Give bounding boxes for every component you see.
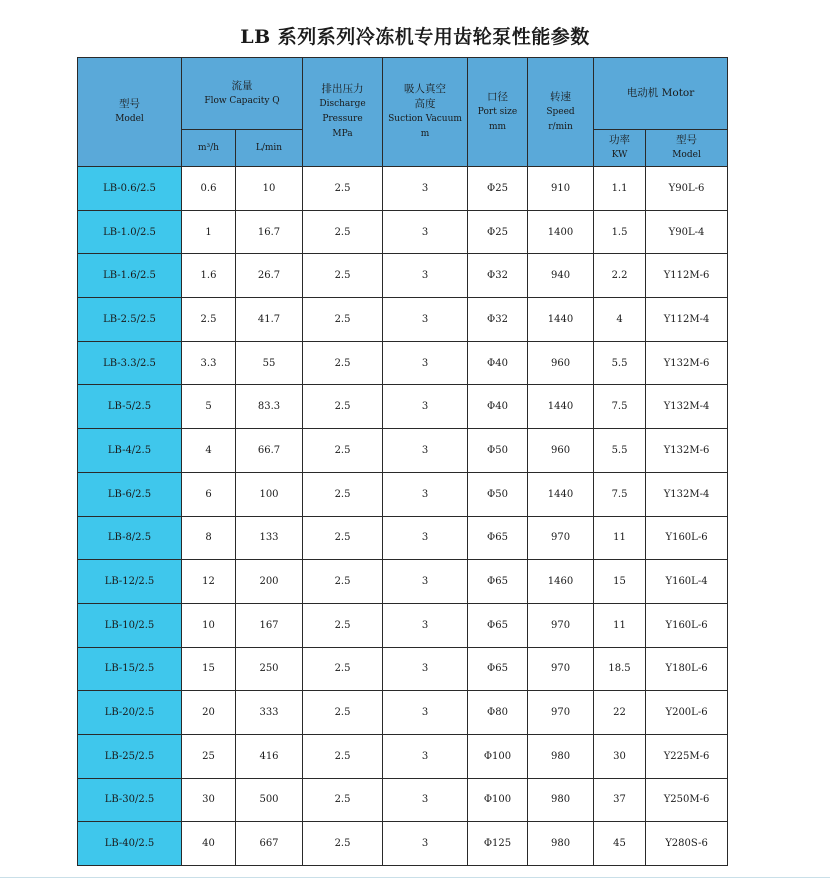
pressure-cell: 2.5 [303,647,383,691]
motor-power-cell: 2.2 [594,254,646,298]
flow-m3h-cell: 6 [182,472,236,516]
table-row [78,603,728,647]
model-cell: LB-15/2.5 [78,647,182,691]
pressure-cell: 2.5 [303,210,383,254]
table-row [78,647,728,691]
port-size-cell: Φ25 [468,210,528,254]
speed-cell: 970 [528,516,594,560]
motor-model-cell: Y90L-6 [646,167,728,211]
vacuum-cell: 3 [383,691,468,735]
port-size-cell: Φ65 [468,647,528,691]
model-cell: LB-40/2.5 [78,822,182,866]
speed-cell: 980 [528,822,594,866]
vacuum-cell: 3 [383,385,468,429]
port-size-cell: Φ65 [468,516,528,560]
vacuum-cell: 3 [383,254,468,298]
model-cell: LB-6/2.5 [78,472,182,516]
speed-cell: 970 [528,603,594,647]
flow-m3h-cell: 0.6 [182,167,236,211]
pressure-cell: 2.5 [303,429,383,473]
flow-m3h-cell: 5 [182,385,236,429]
port-size-cell: Φ125 [468,822,528,866]
flow-lmin-cell: 500 [236,778,303,822]
flow-m3h-cell: 10 [182,603,236,647]
motor-power-cell: 1.5 [594,210,646,254]
flow-m3h-cell: 12 [182,560,236,604]
flow-lmin-cell: 200 [236,560,303,604]
pressure-cell: 2.5 [303,472,383,516]
flow-lmin-cell: 41.7 [236,298,303,342]
table-row [78,822,728,866]
table-row [78,254,728,298]
pressure-cell: 2.5 [303,298,383,342]
table-body [78,167,728,866]
pressure-cell: 2.5 [303,254,383,298]
motor-model-cell: Y225M-6 [646,734,728,778]
flow-m3h-cell: 40 [182,822,236,866]
pressure-cell: 2.5 [303,167,383,211]
table-row [78,167,728,211]
flow-lmin-cell: 167 [236,603,303,647]
motor-power-cell: 5.5 [594,341,646,385]
flow-m3h-cell: 3.3 [182,341,236,385]
port-size-cell: Φ40 [468,341,528,385]
speed-cell: 940 [528,254,594,298]
header-motor-model: 型号 Model [646,130,728,167]
speed-cell: 910 [528,167,594,211]
vacuum-cell: 3 [383,603,468,647]
flow-m3h-cell: 25 [182,734,236,778]
model-cell: LB-12/2.5 [78,560,182,604]
vacuum-cell: 3 [383,822,468,866]
pressure-cell: 2.5 [303,560,383,604]
speed-cell: 1440 [528,298,594,342]
flow-lmin-cell: 10 [236,167,303,211]
motor-power-cell: 18.5 [594,647,646,691]
port-size-cell: Φ50 [468,429,528,473]
model-cell: LB-25/2.5 [78,734,182,778]
table-row [78,298,728,342]
table-row [78,516,728,560]
model-cell: LB-1.0/2.5 [78,210,182,254]
motor-model-cell: Y132M-6 [646,341,728,385]
flow-lmin-cell: 250 [236,647,303,691]
header-motor: 电动机 Motor [594,58,728,130]
model-cell: LB-8/2.5 [78,516,182,560]
flow-lmin-cell: 66.7 [236,429,303,473]
model-cell: LB-20/2.5 [78,691,182,735]
table-row [78,560,728,604]
motor-model-cell: Y90L-4 [646,210,728,254]
vacuum-cell: 3 [383,647,468,691]
port-size-cell: Φ65 [468,603,528,647]
flow-m3h-cell: 4 [182,429,236,473]
motor-model-cell: Y200L-6 [646,691,728,735]
header-port: 口径 Port size mm [468,58,528,167]
port-size-cell: Φ40 [468,385,528,429]
header-speed: 转速 Speed r/min [528,58,594,167]
port-size-cell: Φ100 [468,734,528,778]
flow-lmin-cell: 83.3 [236,385,303,429]
vacuum-cell: 3 [383,167,468,211]
vacuum-cell: 3 [383,516,468,560]
table-row [78,210,728,254]
motor-model-cell: Y132M-4 [646,385,728,429]
motor-power-cell: 15 [594,560,646,604]
header-flow-unit-lmin: L/min [236,130,303,167]
header-pressure: 排出压力 Discharge Pressure MPa [303,58,383,167]
page-title: LB 系列系列冷冻机专用齿轮泵性能参数 [240,26,590,48]
flow-m3h-cell: 15 [182,647,236,691]
speed-cell: 980 [528,734,594,778]
motor-power-cell: 30 [594,734,646,778]
model-cell: LB-3.3/2.5 [78,341,182,385]
port-size-cell: Φ32 [468,298,528,342]
header-flow: 流量 Flow Capacity Q [182,58,303,130]
motor-power-cell: 1.1 [594,167,646,211]
model-cell: LB-1.6/2.5 [78,254,182,298]
pressure-cell: 2.5 [303,822,383,866]
flow-m3h-cell: 1.6 [182,254,236,298]
flow-lmin-cell: 333 [236,691,303,735]
model-cell: LB-2.5/2.5 [78,298,182,342]
footer-divider [0,877,830,878]
flow-lmin-cell: 416 [236,734,303,778]
speed-cell: 1460 [528,560,594,604]
motor-power-cell: 11 [594,603,646,647]
pressure-cell: 2.5 [303,734,383,778]
table-row [78,778,728,822]
table-row [78,472,728,516]
flow-m3h-cell: 8 [182,516,236,560]
model-cell: LB-0.6/2.5 [78,167,182,211]
motor-model-cell: Y112M-6 [646,254,728,298]
speed-cell: 1440 [528,385,594,429]
motor-power-cell: 4 [594,298,646,342]
vacuum-cell: 3 [383,734,468,778]
motor-model-cell: Y160L-6 [646,516,728,560]
motor-model-cell: Y132M-6 [646,429,728,473]
vacuum-cell: 3 [383,429,468,473]
motor-model-cell: Y132M-4 [646,472,728,516]
vacuum-cell: 3 [383,298,468,342]
table-row [78,734,728,778]
port-size-cell: Φ25 [468,167,528,211]
motor-power-cell: 45 [594,822,646,866]
flow-m3h-cell: 30 [182,778,236,822]
flow-m3h-cell: 2.5 [182,298,236,342]
performance-table [77,57,728,866]
model-cell: LB-10/2.5 [78,603,182,647]
table-row [78,429,728,473]
motor-power-cell: 7.5 [594,472,646,516]
port-size-cell: Φ80 [468,691,528,735]
speed-cell: 1440 [528,472,594,516]
flow-lmin-cell: 100 [236,472,303,516]
model-cell: LB-4/2.5 [78,429,182,473]
header-model: 型号 Model [78,58,182,167]
flow-lmin-cell: 55 [236,341,303,385]
motor-power-cell: 5.5 [594,429,646,473]
port-size-cell: Φ32 [468,254,528,298]
model-cell: LB-30/2.5 [78,778,182,822]
speed-cell: 970 [528,691,594,735]
port-size-cell: Φ65 [468,560,528,604]
header-motor-power: 功率 KW [594,130,646,167]
table-row [78,341,728,385]
vacuum-cell: 3 [383,210,468,254]
motor-model-cell: Y160L-6 [646,603,728,647]
pressure-cell: 2.5 [303,603,383,647]
motor-power-cell: 22 [594,691,646,735]
motor-power-cell: 7.5 [594,385,646,429]
model-cell: LB-5/2.5 [78,385,182,429]
speed-cell: 960 [528,429,594,473]
motor-model-cell: Y160L-4 [646,560,728,604]
flow-m3h-cell: 20 [182,691,236,735]
flow-lmin-cell: 133 [236,516,303,560]
header-flow-unit-m3h: m³/h [182,130,236,167]
motor-model-cell: Y250M-6 [646,778,728,822]
motor-model-cell: Y280S-6 [646,822,728,866]
speed-cell: 980 [528,778,594,822]
pressure-cell: 2.5 [303,385,383,429]
pressure-cell: 2.5 [303,691,383,735]
vacuum-cell: 3 [383,341,468,385]
port-size-cell: Φ50 [468,472,528,516]
vacuum-cell: 3 [383,778,468,822]
motor-power-cell: 11 [594,516,646,560]
flow-m3h-cell: 1 [182,210,236,254]
pressure-cell: 2.5 [303,516,383,560]
vacuum-cell: 3 [383,472,468,516]
pressure-cell: 2.5 [303,341,383,385]
pressure-cell: 2.5 [303,778,383,822]
vacuum-cell: 3 [383,560,468,604]
motor-model-cell: Y180L-6 [646,647,728,691]
motor-power-cell: 37 [594,778,646,822]
flow-lmin-cell: 16.7 [236,210,303,254]
speed-cell: 1400 [528,210,594,254]
port-size-cell: Φ100 [468,778,528,822]
flow-lmin-cell: 26.7 [236,254,303,298]
header-vacuum: 吸人真空 高度 Suction Vacuum m [383,58,468,167]
speed-cell: 970 [528,647,594,691]
motor-model-cell: Y112M-4 [646,298,728,342]
table-row [78,385,728,429]
speed-cell: 960 [528,341,594,385]
flow-lmin-cell: 667 [236,822,303,866]
table-row [78,691,728,735]
